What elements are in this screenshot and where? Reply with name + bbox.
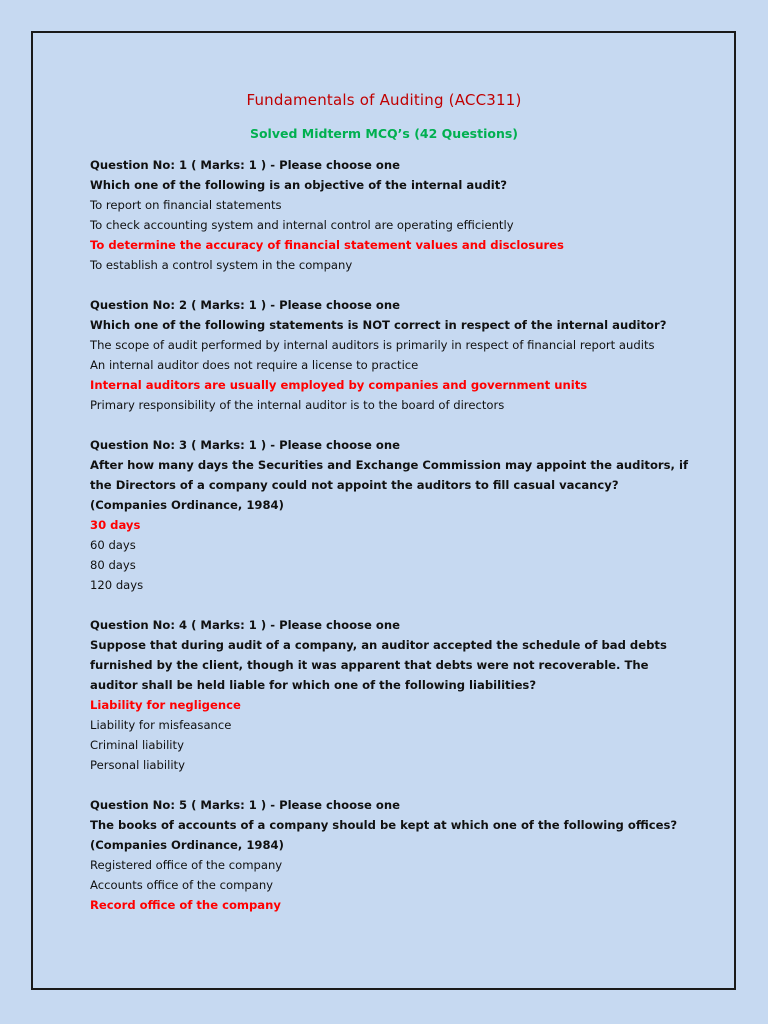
question-block-3	[90, 435, 690, 595]
question-text: The books of accounts of a company should be kept at which one of the following offices?(Companies Ordinance, 1984)	[90, 818, 678, 852]
answer-option: To check accounting system and internal control are operating efficiently	[90, 218, 514, 232]
question-block-1	[90, 155, 690, 275]
answer-option: 80 days	[90, 558, 136, 572]
correct-answer-option: Liability for negligence	[90, 698, 241, 712]
question-header: Question No: 3 ( Marks: 1 ) - Please choose one	[90, 438, 400, 452]
answer-option: An internal auditor does not require a license to practice	[90, 358, 419, 372]
answer-option: Personal liability	[90, 758, 185, 772]
answer-option: Registered office of the company	[90, 858, 283, 872]
answer-option: To establish a control system in the company	[90, 258, 353, 272]
question-text: After how many days the Securities and Exchange Commission may appoint the auditors, if the Directors of a company could not appoint the auditors to fill casual vacancy? (Companies Ordinance, 1984)	[90, 458, 689, 512]
question-block-5	[90, 795, 690, 915]
answer-option: 120 days	[90, 578, 144, 592]
answer-option: Criminal liability	[90, 738, 184, 752]
question-block-4	[90, 615, 690, 775]
question-text: Suppose that during audit of a company, an auditor accepted the schedule of bad debts furnished by the client, though it was apparent that debts were not recoverable. The auditor shall be held liable for which one of the following liabilities?	[90, 638, 667, 692]
correct-answer-option: Record office of the company	[90, 898, 281, 912]
answer-option: 60 days	[90, 538, 136, 552]
answer-option: Liability for misfeasance	[90, 718, 232, 732]
question-header: Question No: 4 ( Marks: 1 ) - Please choose one	[90, 618, 400, 632]
question-header: Question No: 2 ( Marks: 1 ) - Please choose one	[90, 298, 400, 312]
document-subtitle: Solved Midterm MCQ’s (42 Questions)	[249, 126, 519, 141]
question-header: Question No: 1 ( Marks: 1 ) - Please choose one	[90, 158, 400, 172]
correct-answer-option: Internal auditors are usually employed by companies and government units	[90, 378, 588, 392]
question-text: Which one of the following statements is NOT correct in respect of the internal auditor?	[90, 318, 667, 332]
question-text: Which one of the following is an objective of the internal audit?	[90, 178, 508, 192]
question-block-2	[90, 295, 690, 415]
document-title: Fundamentals of Auditing (ACC311)	[246, 91, 522, 109]
question-list	[90, 155, 690, 935]
answer-option: Accounts office of the company	[90, 878, 274, 892]
answer-option: The scope of audit performed by internal auditors is primarily in respect of financial report audits	[90, 338, 655, 352]
correct-answer-option: 30 days	[90, 518, 141, 532]
answer-option: To report on financial statements	[90, 198, 282, 212]
correct-answer-option: To determine the accuracy of financial statement values and disclosures	[90, 238, 564, 252]
answer-option: Primary responsibility of the internal auditor is to the board of directors	[90, 398, 505, 412]
question-header: Question No: 5 ( Marks: 1 ) - Please choose one	[90, 798, 400, 812]
